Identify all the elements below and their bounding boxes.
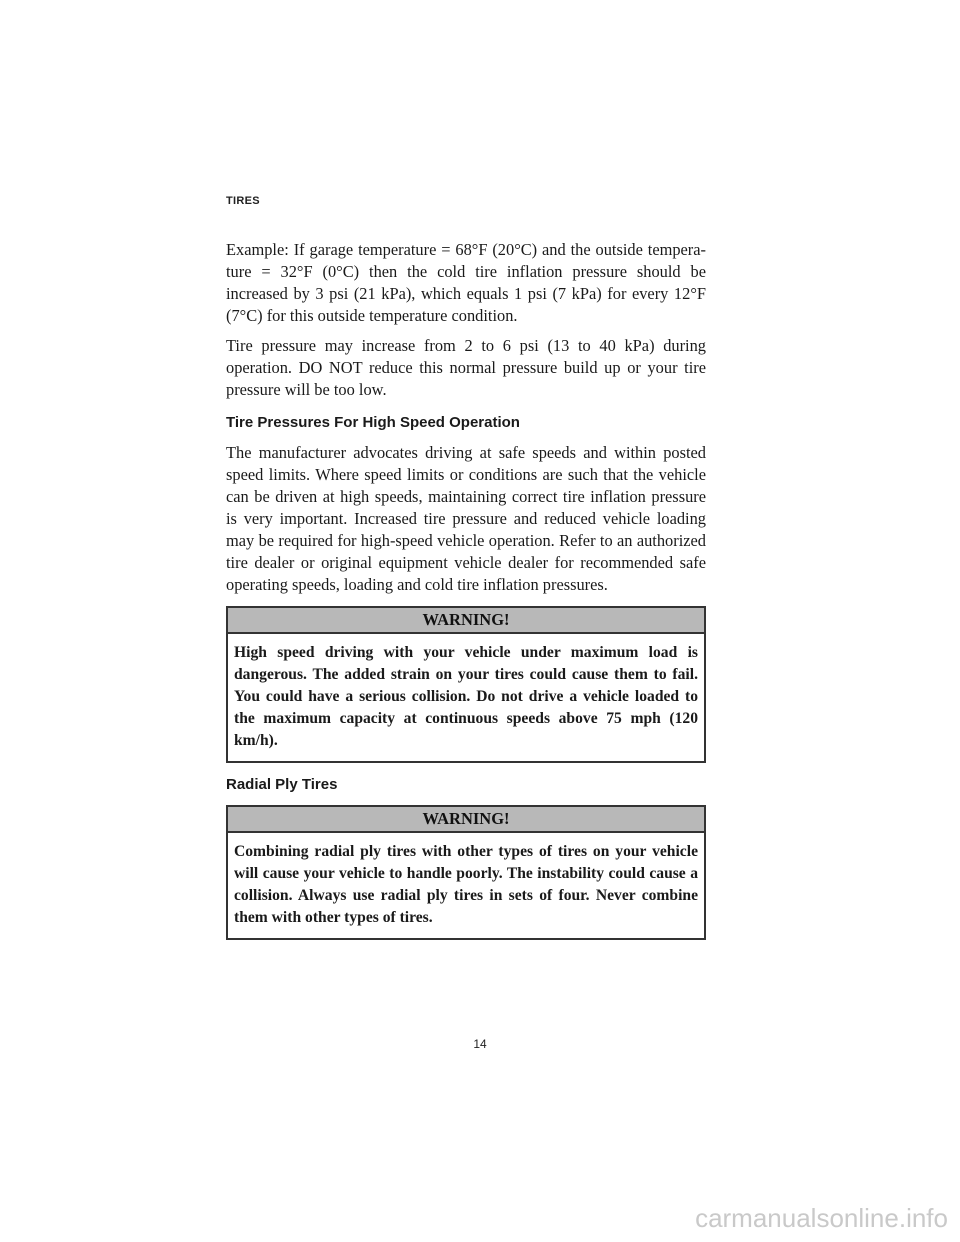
paragraph-high-speed: The manufacturer advocates driving at safe speeds and within posted speed limits. Where speed limits or conditions are such that the vehicle can be driven at high speeds, maintaining correct tire inflation pressure is very important. Increased tire pressure and reduced vehicle loading may be required for high-speed vehicle operation. Refer to an authorized tire dealer or original equipment vehicle dealer for recommended safe operating speeds, loading and cold tire inflation pressures. — [226, 443, 706, 594]
warning-title: WARNING! — [228, 608, 704, 634]
heading-radial-ply: Radial Ply Tires — [226, 776, 338, 793]
heading-high-speed: Tire Pressures For High Speed Operation — [226, 414, 520, 431]
warning-text: Combining radial ply tires with other types of tires on your vehicle will cause your vehicle to handle poorly. The instability could cause a collision. Always use radial ply tires in sets of four. Never combine them with other types of tires. — [234, 843, 698, 926]
warning-title: WARNING! — [228, 807, 704, 833]
section-header: TIRES — [226, 195, 260, 207]
warning-box-radial-ply — [226, 805, 706, 940]
page-number: 14 — [473, 1037, 487, 1051]
warning-box-high-speed — [226, 606, 706, 763]
watermark: carmanualsonline.info — [695, 1203, 948, 1233]
paragraph-pressure-increase: Tire pressure may increase from 2 to 6 psi (13 to 40 kPa) during operation. DO NOT reduce this normal pressure build up or your tire pressure will be too low. — [226, 336, 706, 399]
page-content — [226, 239, 706, 952]
paragraph-example: Example: If garage temperature = 68°F (20°C) and the outside tempera-ture = 32°F (0°C) then the cold tire inflation pressure should be increased by 3 psi (21 kPa), which equals 1 psi (7 kPa) for every 12°F (7°C) for this outside temperature condition. — [226, 240, 706, 325]
warning-text: High speed driving with your vehicle under maximum load is dangerous. The added strain on your tires could cause them to fail. You could have a serious collision. Do not drive a vehicle loaded to the maximum capacity at continuous speeds above 75 mph (120 km/h). — [234, 644, 698, 749]
